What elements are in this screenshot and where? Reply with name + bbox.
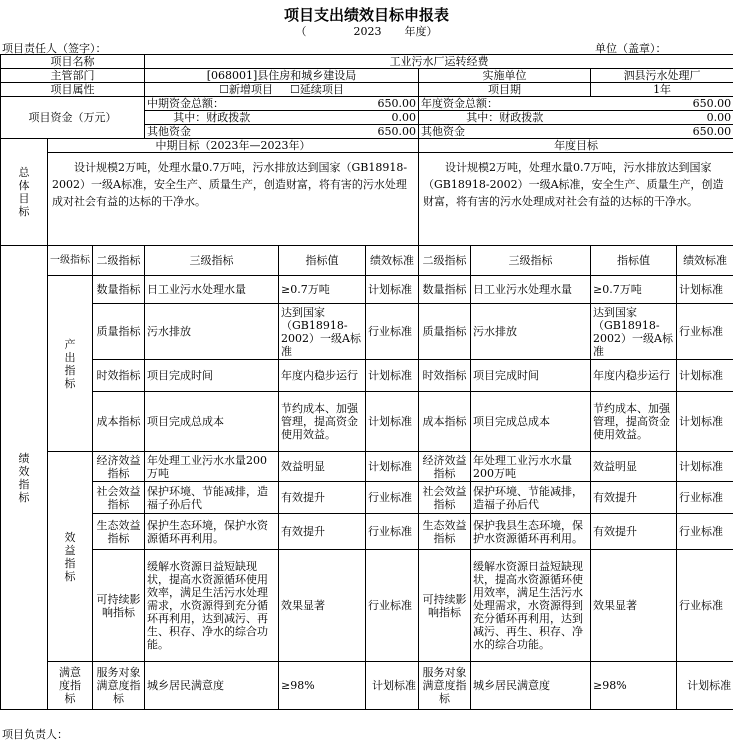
row-l2: 数量指标 bbox=[93, 276, 145, 304]
row-l3: 保护环境、节能减排，造福子孙后代 bbox=[145, 482, 279, 514]
row-l2-annual: 服务对象满意度指标 bbox=[419, 662, 471, 710]
row-value: 效益明显 bbox=[279, 452, 366, 482]
satisfaction-indicator-label: 满意度指标 bbox=[48, 662, 93, 710]
benefit-indicator-label: 效益指标 bbox=[48, 452, 93, 662]
row-standard: 计划标准 bbox=[366, 452, 419, 482]
annual-goal-header: 年度目标 bbox=[419, 139, 733, 153]
row-value: 达到国家（GB18918-2002）一级A标准 bbox=[279, 304, 366, 360]
dept-label: 主管部门 bbox=[1, 69, 145, 83]
row-value-annual: 效果显著 bbox=[591, 550, 677, 662]
row-l2-annual: 社会效益指标 bbox=[419, 482, 471, 514]
row-l3: 年处理工业污水水量200万吨 bbox=[145, 452, 279, 482]
row-standard-annual: 行业标准 bbox=[677, 304, 733, 360]
row-l3: 污水排放 bbox=[145, 304, 279, 360]
row-value: 效果显著 bbox=[279, 550, 366, 662]
project-name-label: 项目名称 bbox=[1, 55, 145, 69]
project-name-value: 工业污水厂运转经费 bbox=[145, 55, 733, 69]
row-standard-annual: 行业标准 bbox=[677, 482, 733, 514]
row-value-annual: 年度内稳步运行 bbox=[591, 360, 677, 392]
row-value-annual: ≥0.7万吨 bbox=[591, 276, 677, 304]
row-value: 年度内稳步运行 bbox=[279, 360, 366, 392]
annual-goal-text: 设计规模2万吨，处理水量0.7万吨，污水排放达到国家（GB18918-2002）一级A标准，安全生产、质量生产，创造财富，将有害的污水处理成对社会有益的达标的干净水。 bbox=[419, 153, 733, 246]
row-l3: 城乡居民满意度 bbox=[145, 662, 279, 710]
row-l3-annual: 日工业污水处理水量 bbox=[471, 276, 591, 304]
row-l3-annual: 污水排放 bbox=[471, 304, 591, 360]
fund-label: 项目资金（万元） bbox=[1, 97, 145, 139]
row-l3-annual: 缓解水资源日益短缺现状，提高水资源循环使用效率，满足生活污水处理需求，水资源得到充分循环再利用，达到减污、再生、积存、净水的综合功能。 bbox=[471, 550, 591, 662]
indicators-label: 绩效指标 bbox=[1, 246, 48, 710]
row-standard-annual: 计划标准 bbox=[677, 392, 733, 452]
impl-label: 实施单位 bbox=[419, 69, 591, 83]
row-l2-annual: 生态效益指标 bbox=[419, 514, 471, 550]
row-l2-annual: 可持续影响指标 bbox=[419, 550, 471, 662]
row-l3-annual: 年处理工业污水水量200万吨 bbox=[471, 452, 591, 482]
row-l2-annual: 质量指标 bbox=[419, 304, 471, 360]
row-l2-annual: 数量指标 bbox=[419, 276, 471, 304]
row-standard-annual: 行业标准 bbox=[677, 550, 733, 662]
annual-total-label: 年度资金总额： bbox=[419, 97, 591, 111]
row-value: ≥0.7万吨 bbox=[279, 276, 366, 304]
project-leader-label: 项目负责人： bbox=[2, 728, 68, 741]
unit-seal-label: 单位（盖章）： bbox=[595, 42, 667, 55]
year-open: （ bbox=[295, 25, 307, 38]
mid-fiscal-label: 其中：财政拨款 bbox=[145, 111, 279, 125]
mid-total-label: 中期资金总额： bbox=[145, 97, 279, 111]
mid-goal-text: 设计规模2万吨，处理水量0.7万吨，污水排放达到国家（GB18918-2002）一级A标准，安全生产、质量生产，创造财富，将有害的污水处理成对社会有益的达标的干净水。 bbox=[48, 153, 419, 246]
row-l3: 日工业污水处理水量 bbox=[145, 276, 279, 304]
row-l3: 缓解水资源日益短缺现状，提高水资源循环使用效率，满足生活污水处理需求，水资源得到充分循环再利用，达到减污、再生、积存、净水的综合功能。 bbox=[145, 550, 279, 662]
row-l2: 生态效益指标 bbox=[93, 514, 145, 550]
row-standard: 行业标准 bbox=[366, 304, 419, 360]
row-value: ≥98% bbox=[279, 662, 366, 710]
header-standard-annual: 绩效标准 bbox=[677, 246, 733, 276]
row-l2: 成本指标 bbox=[93, 392, 145, 452]
row-l3: 保护生态环境，保护水资源循环再利用。 bbox=[145, 514, 279, 550]
row-l2: 时效指标 bbox=[93, 360, 145, 392]
row-l2: 社会效益指标 bbox=[93, 482, 145, 514]
row-l2: 服务对象满意度指标 bbox=[93, 662, 145, 710]
row-standard-annual: 计划标准 bbox=[677, 360, 733, 392]
new-project-checkbox[interactable]: ☐新增项目 bbox=[219, 83, 274, 96]
annual-total-value: 650.00 bbox=[591, 97, 733, 111]
mid-fiscal-value: 0.00 bbox=[279, 111, 419, 125]
row-standard-annual: 计划标准 bbox=[677, 276, 733, 304]
row-value-annual: 效益明显 bbox=[591, 452, 677, 482]
annual-other-value: 650.00 bbox=[591, 125, 733, 139]
year-close: 年度） bbox=[404, 25, 438, 38]
row-standard-annual: 行业标准 bbox=[677, 514, 733, 550]
row-standard: 计划标准 bbox=[366, 392, 419, 452]
page-title: 项目支出绩效目标申报表 bbox=[283, 6, 449, 24]
year-value: 2023 bbox=[353, 25, 382, 38]
row-l3-annual: 城乡居民满意度 bbox=[471, 662, 591, 710]
row-standard: 行业标准 bbox=[366, 482, 419, 514]
annual-fiscal-value: 0.00 bbox=[591, 111, 733, 125]
header-standard: 绩效标准 bbox=[366, 246, 419, 276]
row-standard: 计划标准 bbox=[366, 360, 419, 392]
header-level2-annual: 二级指标 bbox=[419, 246, 471, 276]
row-standard: 行业标准 bbox=[366, 514, 419, 550]
header-value-annual: 指标值 bbox=[591, 246, 677, 276]
row-l3-annual: 保护环境、节能减排，造福子孙后代 bbox=[471, 482, 591, 514]
overall-goal-label: 总体目标 bbox=[1, 139, 48, 246]
responsible-person-label: 项目责任人（签字）： bbox=[2, 42, 107, 55]
header-level3: 三级指标 bbox=[145, 246, 279, 276]
row-l2: 质量指标 bbox=[93, 304, 145, 360]
row-l3: 项目完成总成本 bbox=[145, 392, 279, 452]
row-l2-annual: 成本指标 bbox=[419, 392, 471, 452]
row-value: 节约成本、加强管理，提高资金使用效益。 bbox=[279, 392, 366, 452]
row-standard: 行业标准 bbox=[366, 550, 419, 662]
attr-label: 项目属性 bbox=[1, 83, 145, 97]
mid-goal-header: 中期目标（2023年—2023年） bbox=[48, 139, 419, 153]
row-l3: 项目完成时间 bbox=[145, 360, 279, 392]
header-value: 指标值 bbox=[279, 246, 366, 276]
row-l3-annual: 项目完成时间 bbox=[471, 360, 591, 392]
attr-options bbox=[145, 83, 419, 97]
mid-total-value: 650.00 bbox=[279, 97, 419, 111]
row-l3-annual: 项目完成总成本 bbox=[471, 392, 591, 452]
row-value: 有效提升 bbox=[279, 514, 366, 550]
mid-other-label: 其他资金 bbox=[145, 125, 279, 139]
row-standard-annual: 计划标准 bbox=[677, 662, 733, 710]
row-l2: 经济效益指标 bbox=[93, 452, 145, 482]
row-l2: 可持续影响指标 bbox=[93, 550, 145, 662]
header-level3-annual: 三级指标 bbox=[471, 246, 591, 276]
dept-value: [068001]县住房和城乡建设局 bbox=[145, 69, 419, 83]
annual-other-label: 其他资金 bbox=[419, 125, 591, 139]
continue-project-checkbox[interactable]: ☐延续项目 bbox=[290, 83, 344, 96]
header-level1: 一级指标 bbox=[48, 246, 93, 276]
row-value-annual: 有效提升 bbox=[591, 514, 677, 550]
annual-fiscal-label: 其中：财政拨款 bbox=[419, 111, 591, 125]
row-value-annual: 有效提升 bbox=[591, 482, 677, 514]
performance-table bbox=[0, 54, 733, 710]
row-l2-annual: 时效指标 bbox=[419, 360, 471, 392]
row-value-annual: ≥98% bbox=[591, 662, 677, 710]
row-value-annual: 达到国家（GB18918-2002）一级A标准 bbox=[591, 304, 677, 360]
header-level2: 二级指标 bbox=[93, 246, 145, 276]
mid-other-value: 650.00 bbox=[279, 125, 419, 139]
impl-value: 泗县污水处理厂 bbox=[591, 69, 733, 83]
period-label: 项目期 bbox=[419, 83, 591, 97]
row-l2-annual: 经济效益指标 bbox=[419, 452, 471, 482]
row-standard: 计划标准 bbox=[366, 276, 419, 304]
period-value: 1年 bbox=[591, 83, 733, 97]
row-value: 有效提升 bbox=[279, 482, 366, 514]
row-standard: 计划标准 bbox=[366, 662, 419, 710]
row-standard-annual: 计划标准 bbox=[677, 452, 733, 482]
year-line bbox=[0, 23, 733, 39]
row-l3-annual: 保护我县生态环境，保护水资源循环再利用。 bbox=[471, 514, 591, 550]
output-indicator-label: 产出指标 bbox=[48, 276, 93, 452]
row-value-annual: 节约成本、加强管理，提高资金使用效益。 bbox=[591, 392, 677, 452]
